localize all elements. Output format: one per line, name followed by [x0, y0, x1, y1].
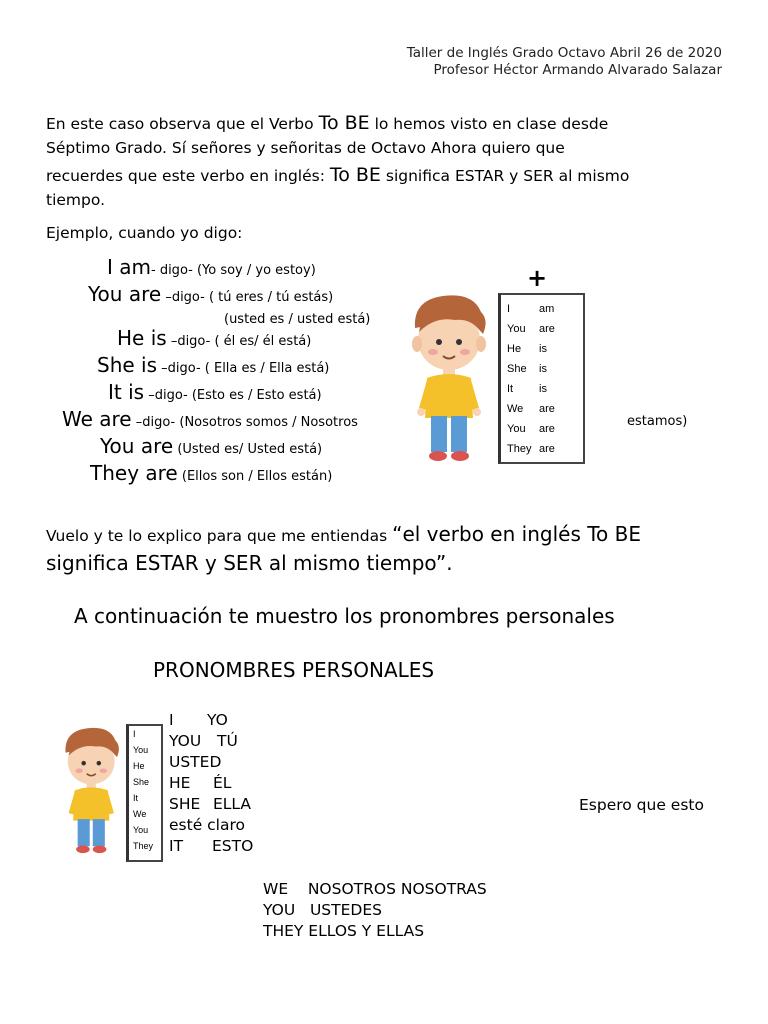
verb-table-verb: is — [539, 363, 547, 375]
pronoun-table-cell: I — [133, 729, 136, 739]
to-be-emphasis: To BE — [329, 164, 381, 186]
pronoun-es: TÚ — [217, 732, 238, 750]
example-translation: - digo- (Yo soy / yo estoy) — [151, 263, 316, 278]
example-pronoun: You are — [100, 434, 174, 458]
verb-table-pronoun: He — [507, 343, 522, 355]
intro-text: lo hemos visto en clase desde — [369, 115, 609, 133]
verb-table-pronoun: She — [507, 363, 527, 375]
example-pronoun: They are — [90, 461, 178, 485]
pronoun-en: USTED — [169, 753, 222, 771]
verb-table-verb: am — [539, 303, 555, 315]
continuation-text: A continuación te muestro los pronombres personales — [74, 604, 615, 628]
pronoun-en: IT — [169, 837, 184, 855]
to-be-emphasis: To BE — [318, 112, 370, 134]
example-line — [107, 255, 316, 279]
pronoun-es: ELLA — [213, 795, 252, 813]
intro-line-2: Séptimo Grado. Sí señores y señoritas de Octavo Ahora quiero que — [46, 139, 565, 157]
pronoun-es: YO — [207, 711, 228, 729]
example-line — [97, 353, 329, 377]
intro-text: recuerdes que este verbo en inglés: — [46, 167, 330, 185]
example-pronoun: It is — [108, 380, 145, 404]
intro-line-1 — [46, 110, 608, 137]
plural-line: YOU USTEDES — [263, 901, 382, 919]
intro-text: significa ESTAR y SER al mismo — [380, 167, 630, 185]
example-line — [117, 326, 311, 350]
example-translation: (Usted es/ Usted está) — [173, 442, 323, 457]
verb-table-pronoun: It — [507, 383, 514, 395]
intro-line-3 — [46, 162, 629, 189]
pronoun-en: HE — [169, 774, 191, 792]
intro-line-4: tiempo. — [46, 191, 105, 209]
intro-text: En este caso observa que el Verbo — [46, 115, 319, 133]
pronoun-table-cell: You — [133, 745, 149, 755]
example-line — [100, 434, 322, 458]
verb-table-verb: is — [539, 383, 547, 395]
example-line — [224, 304, 370, 328]
pronoun-en: YOU — [169, 732, 202, 750]
example-translation: (Ellos son / Ellos están) — [177, 469, 333, 484]
verb-table-pronoun: They — [507, 443, 532, 455]
example-translation: –digo- ( tú eres / tú estás) — [161, 290, 334, 305]
verb-table-pronoun: We — [507, 403, 524, 415]
verb-table-pronoun: You — [507, 323, 526, 335]
example-translation: –digo- ( Ella es / Ella está) — [157, 361, 330, 376]
plural-line: WE NOSOTROS NOSOTRAS — [263, 880, 487, 898]
example-line — [88, 282, 333, 306]
pronouns-title: PRONOMBRES PERSONALES — [153, 658, 435, 682]
verb-table-verb: are — [539, 323, 555, 335]
pronoun-table-cell: They — [133, 841, 154, 851]
pronoun-table-cell: You — [133, 825, 149, 835]
verb-table-verb: are — [539, 423, 555, 435]
boy-illustration-small — [58, 722, 126, 858]
example-pronoun: He is — [117, 326, 167, 350]
header-line-teacher: Profesor Héctor Armando Alvarado Salazar — [433, 62, 722, 78]
example-line — [90, 461, 332, 485]
explain-quote: “el verbo en inglés To BE — [392, 522, 641, 546]
estamos-text: estamos) — [627, 414, 688, 429]
header-line-date: Taller de Inglés Grado Octavo Abril 26 de 2020 — [406, 45, 722, 61]
example-translation: (usted es / usted está) — [224, 312, 371, 327]
pronoun-es: ESTO — [212, 837, 254, 855]
pronoun-table-cell: He — [133, 761, 145, 771]
example-translation: –digo- ( él es/ él está) — [166, 334, 312, 349]
example-pronoun: I am — [107, 255, 151, 279]
pronoun-en: I — [169, 711, 174, 729]
pronoun-table — [126, 724, 163, 862]
example-pronoun: We are — [62, 407, 132, 431]
espero-text: Espero que esto — [579, 796, 704, 814]
example-label: Ejemplo, cuando yo digo: — [46, 224, 243, 242]
pronoun-en: esté claro — [169, 816, 245, 834]
verb-table — [498, 293, 585, 464]
verb-table-verb: is — [539, 343, 547, 355]
verb-table-verb: are — [539, 403, 555, 415]
example-pronoun: She is — [97, 353, 158, 377]
boy-illustration — [405, 290, 495, 465]
pronoun-table-cell: We — [133, 809, 147, 819]
plural-line: THEY ELLOS Y ELLAS — [263, 922, 425, 940]
explain-line-1 — [46, 520, 641, 550]
plus-sign: + — [527, 264, 548, 292]
pronoun-table-cell: She — [133, 777, 150, 787]
example-line — [108, 380, 322, 404]
example-pronoun: You are — [88, 282, 162, 306]
pronoun-en: SHE — [169, 795, 201, 813]
example-translation: –digo- (Nosotros somos / Nosotros — [131, 415, 358, 430]
verb-table-pronoun: I — [507, 303, 511, 315]
verb-table-verb: are — [539, 443, 555, 455]
explain-text: Vuelo y te lo explico para que me entiendas — [46, 527, 393, 545]
pronoun-table-cell: It — [133, 793, 139, 803]
verb-table-pronoun: You — [507, 423, 526, 435]
example-translation: –digo- (Esto es / Esto está) — [144, 388, 322, 403]
pronoun-es: ÉL — [213, 774, 232, 792]
explain-line-2: significa ESTAR y SER al mismo tiempo”. — [46, 551, 453, 575]
example-line — [62, 407, 358, 431]
